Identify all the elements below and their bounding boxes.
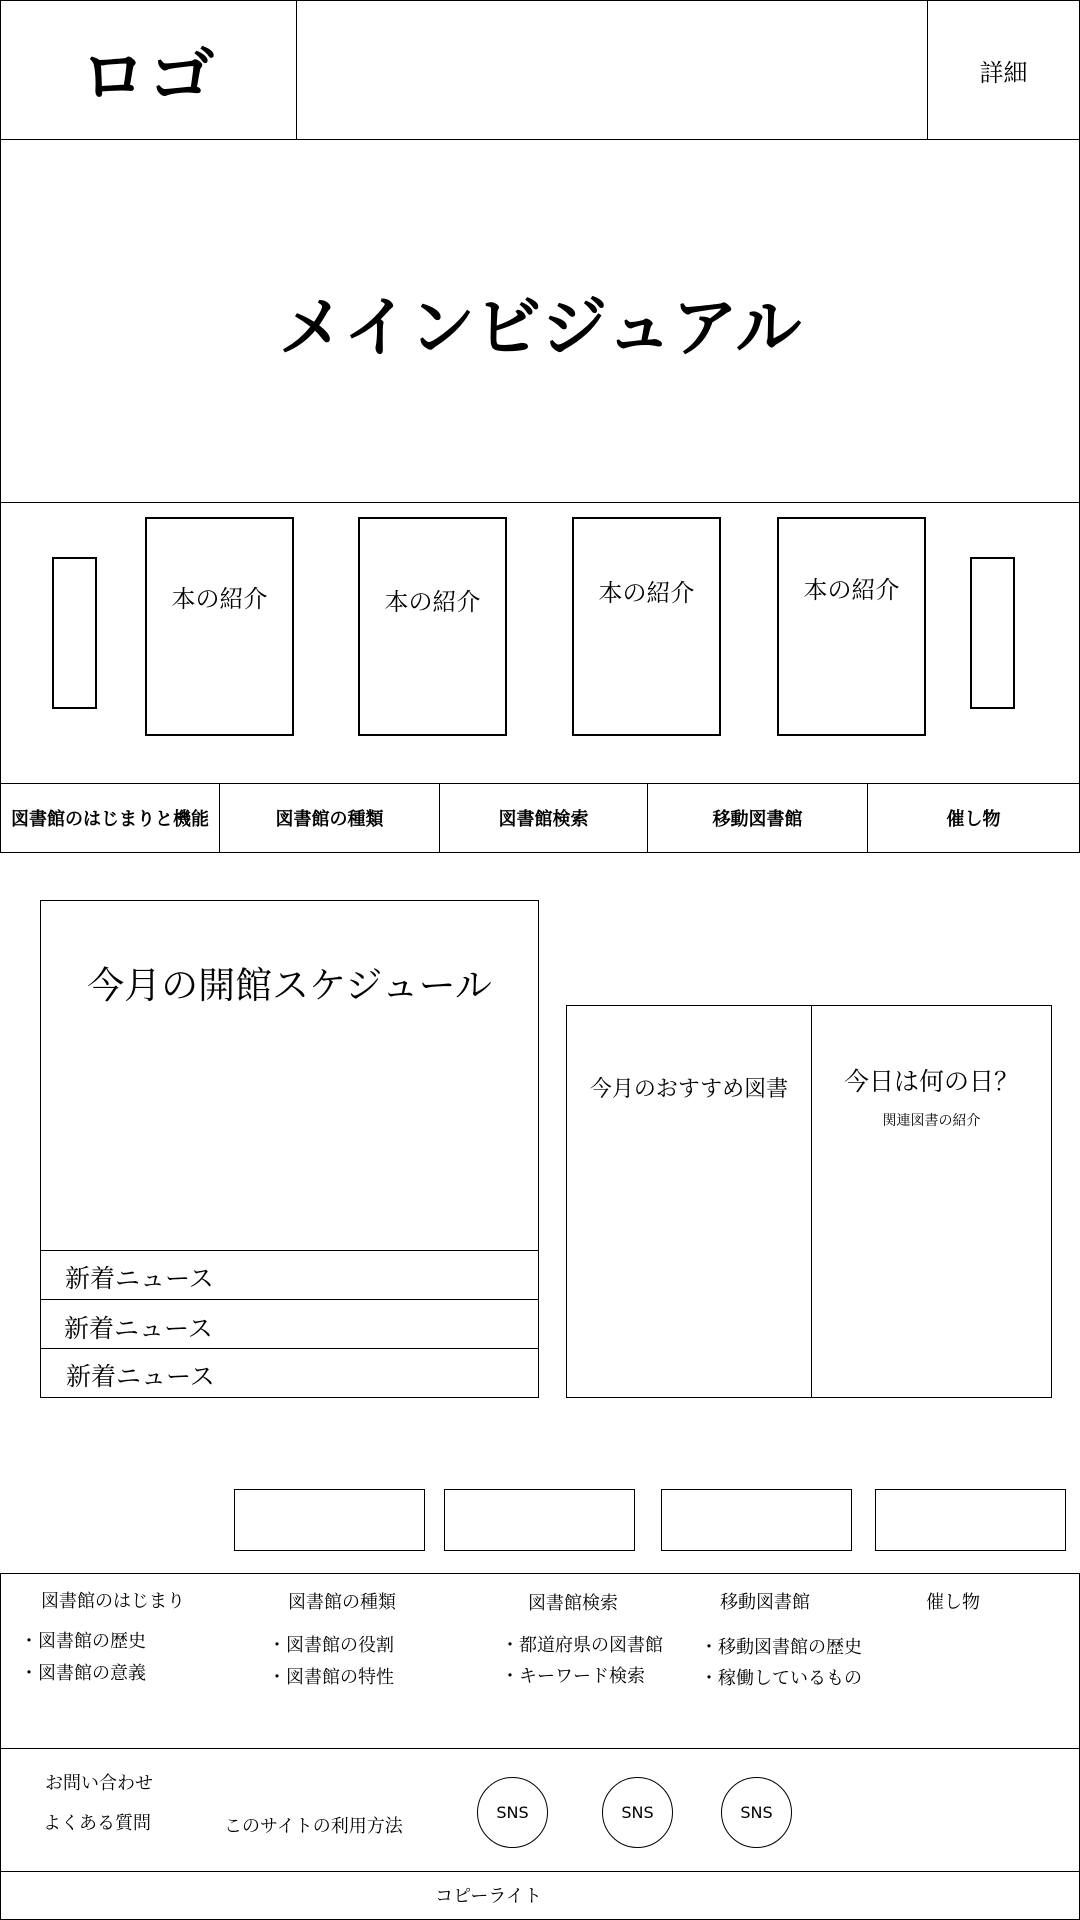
contact-link[interactable]: お問い合わせ: [45, 1773, 153, 1794]
nav-item-mobile-library[interactable]: [647, 783, 868, 853]
sitemap-link[interactable]: ・キーワード検索: [501, 1666, 645, 1687]
news-item-label: 新着ニュース: [66, 1362, 215, 1391]
news-item[interactable]: [40, 1299, 539, 1349]
nav-item-label: 図書館のはじまりと機能: [11, 809, 209, 830]
sitemap-link[interactable]: ・図書館の意義: [20, 1663, 146, 1684]
recommended-books-panel[interactable]: [566, 1005, 812, 1398]
today-panel[interactable]: [811, 1005, 1052, 1398]
sitemap-heading[interactable]: 移動図書館: [720, 1592, 810, 1613]
sns-label: SNS: [740, 1803, 773, 1822]
carousel-next-button[interactable]: [970, 557, 1015, 709]
book-card[interactable]: [777, 517, 926, 736]
main-visual-label: メインビジュアル: [278, 288, 802, 366]
book-card-label: 本の紹介: [803, 576, 900, 604]
sitemap-link[interactable]: ・都道府県の図書館: [501, 1635, 663, 1656]
nav-item-types[interactable]: [219, 783, 440, 853]
sitemap-link[interactable]: ・図書館の役割: [268, 1635, 394, 1656]
book-card-label: 本の紹介: [171, 585, 268, 613]
logo[interactable]: [0, 0, 297, 140]
copyright-bar: [0, 1871, 1080, 1920]
today-subtitle: 関連図書の紹介: [882, 1113, 981, 1129]
sns-button[interactable]: [477, 1777, 548, 1848]
nav-item-search[interactable]: [439, 783, 648, 853]
sitemap-link[interactable]: ・図書館の歴史: [20, 1631, 146, 1652]
sitemap-link[interactable]: ・稼働しているもの: [700, 1668, 862, 1689]
book-card[interactable]: [145, 517, 294, 736]
nav-item-label: 催し物: [946, 809, 1001, 830]
nav-item-label: 図書館検索: [498, 809, 589, 830]
sitemap-link[interactable]: ・移動図書館の歴史: [700, 1637, 862, 1658]
sitemap-heading[interactable]: 催し物: [926, 1592, 980, 1613]
logo-text: ロゴ: [80, 37, 217, 115]
banner[interactable]: [234, 1489, 425, 1551]
schedule-title: 今月の開館スケジュール: [87, 964, 492, 1007]
nav-item-history[interactable]: [0, 783, 220, 853]
carousel-prev-button[interactable]: [52, 557, 97, 709]
nav-item-label: 移動図書館: [712, 809, 803, 830]
book-card[interactable]: [358, 517, 507, 736]
sitemap-heading[interactable]: 図書館の種類: [288, 1592, 396, 1613]
copyright-text: コピーライト: [435, 1886, 542, 1907]
banner[interactable]: [444, 1489, 635, 1551]
main-visual: [0, 139, 1080, 503]
detail-button[interactable]: [927, 0, 1080, 140]
faq-link[interactable]: よくある質問: [43, 1813, 151, 1834]
news-item[interactable]: [40, 1250, 539, 1300]
banner[interactable]: [875, 1489, 1066, 1551]
sns-button[interactable]: [721, 1777, 792, 1848]
book-card-label: 本の紹介: [598, 579, 695, 607]
book-card[interactable]: [572, 517, 721, 736]
sitemap-heading[interactable]: 図書館のはじまり: [41, 1591, 185, 1612]
banner[interactable]: [661, 1489, 852, 1551]
sitemap-link[interactable]: ・図書館の特性: [268, 1667, 394, 1688]
nav-item-label: 図書館の種類: [275, 809, 384, 830]
recommended-books-title: 今月のおすすめ図書: [589, 1077, 789, 1102]
news-item[interactable]: [40, 1348, 539, 1398]
site-usage-link[interactable]: このサイトの利用方法: [224, 1816, 403, 1837]
news-item-label: 新着ニュース: [64, 1314, 213, 1343]
sns-label: SNS: [496, 1803, 529, 1822]
sns-label: SNS: [621, 1803, 654, 1822]
sns-button[interactable]: [602, 1777, 673, 1848]
today-title: 今日は何の日？: [843, 1067, 1019, 1096]
book-card-label: 本の紹介: [384, 588, 481, 616]
nav-item-events[interactable]: [867, 783, 1080, 853]
sitemap-heading[interactable]: 図書館検索: [528, 1593, 618, 1614]
news-item-label: 新着ニュース: [65, 1264, 214, 1293]
detail-label: 詳細: [979, 58, 1028, 87]
